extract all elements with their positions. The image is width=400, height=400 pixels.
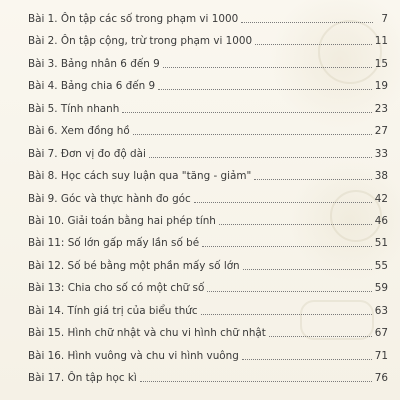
dot-leader: [158, 89, 372, 90]
toc-entry-page: 55: [374, 259, 388, 272]
toc-entry-page: 19: [374, 80, 388, 93]
toc-entry-14: [28, 300, 388, 318]
toc-entry-page: 38: [374, 170, 388, 183]
toc-entry-15: [28, 322, 388, 340]
toc-entry-3: [28, 53, 388, 71]
toc-entry-page: 27: [374, 125, 388, 138]
toc-entry-11: [28, 232, 388, 250]
dot-leader: [194, 202, 372, 203]
toc-entry-page: 63: [374, 304, 388, 317]
toc-entry-12: [28, 255, 388, 273]
toc-entry-page: 59: [374, 282, 388, 295]
toc-entry-label: Bài 3. Bảng nhân 6 đến 9: [28, 57, 160, 70]
toc-entry-page: 11: [374, 35, 388, 48]
toc-entry-5: [28, 98, 388, 116]
toc-entry-page: 51: [374, 237, 388, 250]
toc-entry-8: [28, 165, 388, 183]
toc-entry-label: Bài 17. Ôn tập học kì: [28, 372, 137, 384]
toc-entry-4: [28, 75, 388, 93]
toc-entry-page: 33: [374, 147, 388, 160]
toc-entry-label: Bài 5. Tính nhanh: [28, 102, 120, 115]
table-of-contents: [28, 8, 388, 389]
toc-entry-page: 7: [381, 13, 388, 25]
toc-entry-13: [28, 277, 388, 295]
dot-leader: [149, 157, 372, 158]
dot-leader: [242, 359, 372, 360]
toc-entry-17: [28, 367, 388, 385]
toc-entry-label: Bài 10. Giải toán bằng hai phép tính: [28, 214, 216, 227]
dot-leader: [269, 336, 372, 337]
dot-leader: [201, 314, 372, 315]
toc-entry-page: 42: [374, 192, 388, 205]
toc-entry-16: [28, 345, 388, 363]
toc-entry-page: 67: [374, 327, 388, 340]
dot-leader: [207, 291, 371, 292]
dot-leader: [241, 22, 373, 23]
toc-entry-label: Bài 4. Bảng chia 6 đến 9: [28, 80, 156, 93]
toc-entry-10: [28, 210, 388, 228]
toc-entry-page: 71: [374, 349, 388, 362]
dot-leader: [254, 179, 371, 180]
dot-leader: [243, 269, 372, 270]
dot-leader: [255, 44, 372, 45]
toc-entry-2: [28, 30, 388, 48]
toc-entry-label: Bài 8. Học cách suy luận qua "tăng - giảm": [28, 170, 252, 183]
toc-entry-label: Bài 2. Ôn tập cộng, trừ trong phạm vi 1000: [28, 35, 253, 48]
toc-entry-label: Bài 7. Đơn vị đo độ dài: [28, 147, 146, 160]
dot-leader: [163, 67, 372, 68]
dot-leader: [133, 134, 372, 135]
toc-entry-page: 76: [374, 372, 388, 384]
toc-entry-label: Bài 11: Số lớn gấp mấy lần số bé: [28, 237, 200, 250]
toc-entry-label: Bài 12. Số bé bằng một phần mấy số lớn: [28, 259, 240, 272]
toc-entry-page: 46: [374, 214, 388, 227]
toc-entry-6: [28, 120, 388, 138]
toc-entry-7: [28, 143, 388, 161]
toc-entry-9: [28, 188, 388, 206]
toc-entry-label: Bài 14. Tính giá trị của biểu thức: [28, 304, 198, 317]
dot-leader: [219, 224, 372, 225]
toc-entry-label: Bài 16. Hình vuông và chu vi hình vuông: [28, 349, 239, 362]
toc-entry-label: Bài 9. Góc và thực hành đo góc: [28, 192, 191, 205]
dot-leader: [202, 246, 372, 247]
toc-entry-label: Bài 1. Ôn tập các số trong phạm vi 1000: [28, 13, 239, 25]
dot-leader: [140, 381, 372, 382]
toc-entry-page: 15: [374, 57, 388, 70]
dot-leader: [122, 112, 371, 113]
toc-entry-label: Bài 15. Hình chữ nhật và chu vi hình chữ nhật: [28, 327, 266, 340]
toc-entry-label: Bài 13: Chia cho số có một chữ số: [28, 282, 205, 295]
toc-entry-1: [28, 8, 388, 26]
toc-entry-label: Bài 6. Xem đồng hồ: [28, 125, 130, 138]
toc-entry-page: 23: [374, 102, 388, 115]
